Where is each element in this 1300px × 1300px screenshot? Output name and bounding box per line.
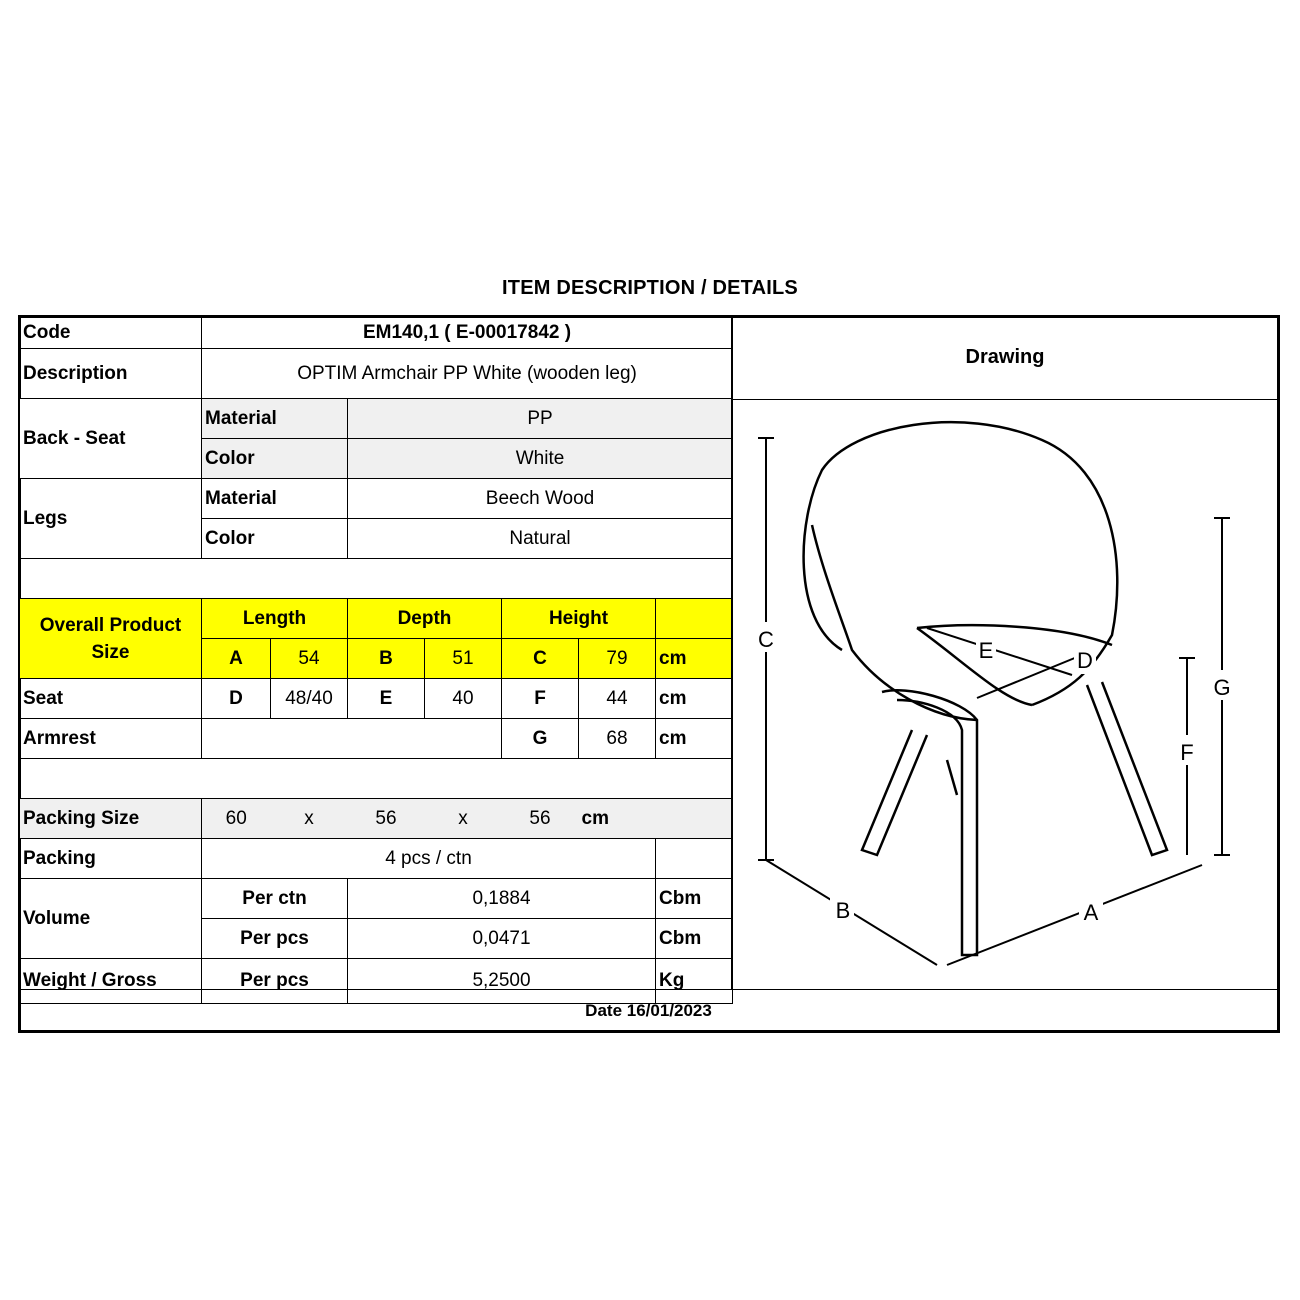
armrest-unit: cm — [656, 719, 733, 759]
weight-unit: Kg — [656, 959, 733, 1004]
dim-d-letter: D — [202, 679, 271, 719]
depth-label: Depth — [348, 599, 502, 639]
description-value: OPTIM Armchair PP White (wooden leg) — [202, 349, 733, 399]
seat-label: Seat — [20, 679, 202, 719]
dim-label-g: G — [1213, 675, 1231, 700]
dim-f-letter: F — [502, 679, 579, 719]
packing-size-unit: cm — [579, 799, 656, 839]
packing-width: 56 — [348, 799, 425, 839]
volume-label: Volume — [20, 879, 202, 959]
back-seat-color-label: Color — [202, 439, 348, 479]
packing-label: Packing — [20, 839, 202, 879]
volume-per-pcs-label: Per pcs — [202, 919, 348, 959]
dim-b-letter: B — [348, 639, 425, 679]
dim-label-f: F — [1180, 740, 1194, 765]
packing-empty-cell — [656, 799, 733, 839]
drawing-header: Drawing — [731, 316, 1278, 400]
weight-value: 5,2500 — [348, 959, 656, 1004]
overall-empty-cell — [656, 599, 733, 639]
back-seat-material-label: Material — [202, 399, 348, 439]
date-footer: Date 16/01/2023 — [19, 989, 1278, 1030]
back-seat-label: Back - Seat — [20, 399, 202, 479]
dim-label-c: C — [758, 627, 774, 652]
volume-per-pcs-value: 0,0471 — [348, 919, 656, 959]
dim-g-value: 68 — [579, 719, 656, 759]
dim-d-value: 48/40 — [271, 679, 348, 719]
back-seat-color-value: White — [348, 439, 733, 479]
dim-g-letter: G — [502, 719, 579, 759]
code-label: Code — [20, 317, 202, 349]
volume-per-ctn-value: 0,1884 — [348, 879, 656, 919]
dim-a-letter: A — [202, 639, 271, 679]
packing-value-empty — [656, 839, 733, 879]
legs-material-label: Material — [202, 479, 348, 519]
legs-color-label: Color — [202, 519, 348, 559]
packing-length: 60 — [202, 799, 271, 839]
dimension-lines — [758, 438, 1230, 965]
dim-c-letter: C — [502, 639, 579, 679]
spacer-row — [20, 559, 733, 599]
description-label: Description — [20, 349, 202, 399]
code-value: EM140,1 ( E-00017842 ) — [202, 317, 733, 349]
dim-label-d: D — [1077, 648, 1093, 673]
packing-x1: x — [271, 799, 348, 839]
dim-c-value: 79 — [579, 639, 656, 679]
dim-label-b: B — [835, 898, 851, 923]
armrest-label: Armrest — [20, 719, 202, 759]
packing-value: 4 pcs / ctn — [202, 839, 656, 879]
page-title: ITEM DESCRIPTION / DETAILS — [502, 277, 798, 299]
spacer-row-2 — [20, 759, 733, 799]
dim-b-value: 51 — [425, 639, 502, 679]
back-seat-material-value: PP — [348, 399, 733, 439]
dim-label-a: A — [1083, 900, 1099, 925]
chair-outline — [804, 422, 1167, 955]
weight-per-pcs-label: Per pcs — [202, 959, 348, 1004]
overall-unit: cm — [656, 639, 733, 679]
weight-label: Weight / Gross — [20, 959, 202, 1004]
volume-per-ctn-label: Per ctn — [202, 879, 348, 919]
legs-material-value: Beech Wood — [348, 479, 733, 519]
volume-unit-pcs: Cbm — [656, 919, 733, 959]
dim-label-e: E — [978, 638, 994, 663]
overall-size-label: Overall Product Size — [20, 599, 202, 679]
packing-size-label: Packing Size — [20, 799, 202, 839]
volume-unit-ctn: Cbm — [656, 879, 733, 919]
spec-table — [19, 316, 733, 1004]
height-label: Height — [502, 599, 656, 639]
length-label: Length — [202, 599, 348, 639]
legs-color-value: Natural — [348, 519, 733, 559]
dim-f-value: 44 — [579, 679, 656, 719]
armrest-empty-cell — [202, 719, 502, 759]
drawing-area — [731, 400, 1278, 989]
chair-drawing — [732, 400, 1279, 989]
dim-a-value: 54 — [271, 639, 348, 679]
dim-e-letter: E — [348, 679, 425, 719]
packing-height: 56 — [502, 799, 579, 839]
packing-x2: x — [425, 799, 502, 839]
legs-label: Legs — [20, 479, 202, 559]
seat-unit: cm — [656, 679, 733, 719]
dim-e-value: 40 — [425, 679, 502, 719]
